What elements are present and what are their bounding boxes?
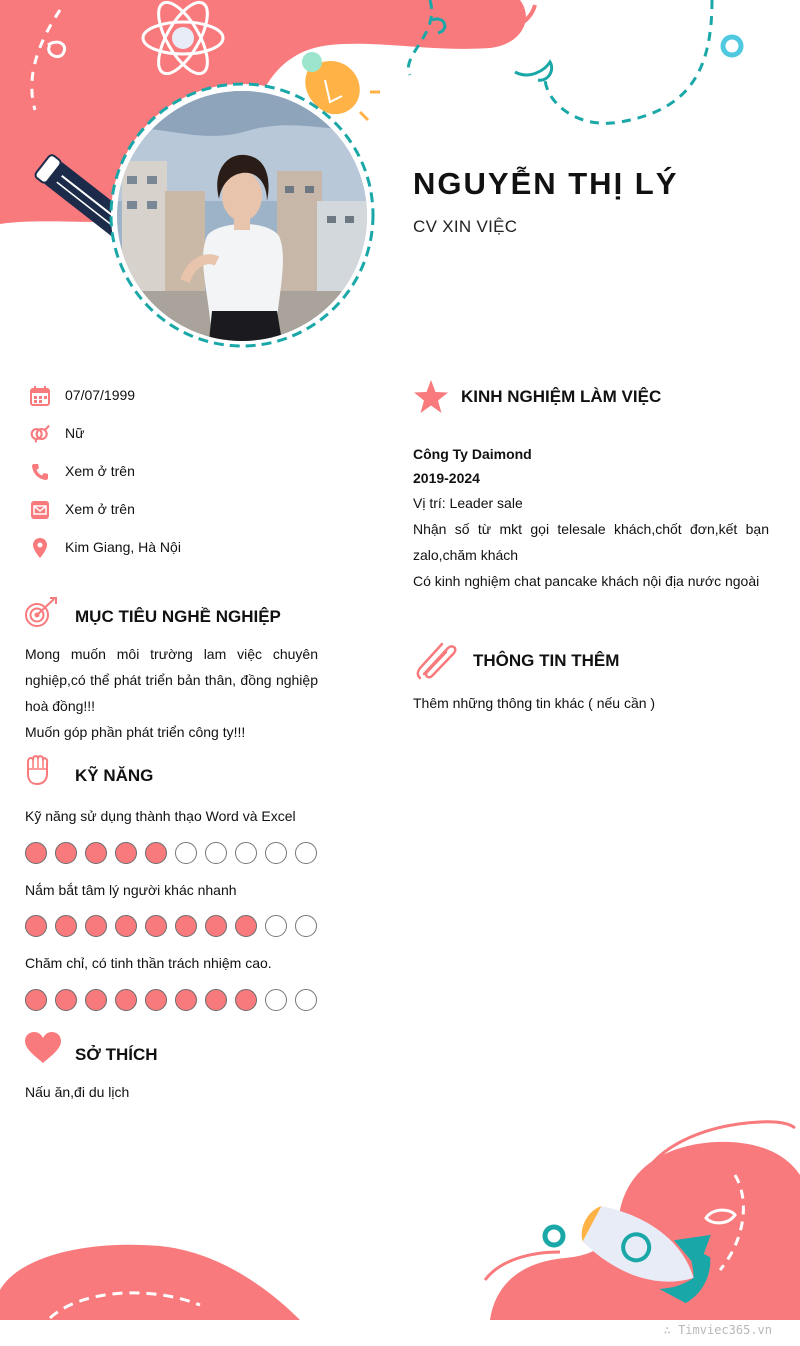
hobbies-text: Nấu ăn,đi du lịch [25, 1084, 130, 1100]
phone-text: Xem ở trên [65, 463, 135, 479]
rating-dot-filled [25, 842, 47, 864]
target-icon [24, 596, 58, 630]
skills-title: KỸ NĂNG [75, 766, 154, 785]
rating-dot-filled [85, 915, 107, 937]
rating-dot-filled [145, 842, 167, 864]
rating-dot-filled [205, 915, 227, 937]
birthdate-text: 07/07/1999 [65, 387, 136, 403]
additional-title: THÔNG TIN THÊM [473, 651, 620, 670]
skill-label: Chăm chỉ, có tinh thần trách nhiệm cao. [25, 955, 272, 971]
fist-icon [25, 754, 49, 786]
contact-birthdate [30, 384, 136, 408]
work-description: Nhận số từ mkt gọi telesale khách,chốt đơn,kết bạn zalo,chăm khách [413, 521, 769, 563]
contact-email [30, 498, 135, 522]
skill-rating [25, 989, 317, 1011]
rating-dot-filled [55, 842, 77, 864]
watermark: ∴ Timviec365.vn [663, 1323, 772, 1337]
location-pin-icon [30, 538, 50, 558]
hobbies-title: SỞ THÍCH [75, 1045, 158, 1064]
gender-icon [30, 424, 50, 444]
mail-icon [30, 500, 50, 520]
contact-gender [30, 422, 85, 446]
gender-text: Nữ [65, 425, 85, 441]
company-name: Công Ty Daimond [413, 446, 532, 462]
rating-dot-filled [25, 915, 47, 937]
skill-label: Nắm bắt tâm lý người khác nhanh [25, 882, 237, 898]
skill-rating [25, 842, 317, 864]
work-description-2: Có kinh nghiệm chat pancake khách nội địa nước ngoài [413, 573, 760, 589]
rating-dot-empty [265, 842, 287, 864]
cv-subtitle: CV XIN VIỆC [413, 217, 518, 236]
contact-address [30, 536, 181, 560]
rating-dot-filled [85, 842, 107, 864]
rating-dot-empty [265, 989, 287, 1011]
rating-dot-filled [175, 989, 197, 1011]
rating-dot-filled [115, 989, 137, 1011]
skill-label: Kỹ năng sử dụng thành thạo Word và Excel [25, 808, 296, 824]
rating-dot-filled [115, 842, 137, 864]
star-icon [413, 380, 449, 414]
additional-text: Thêm những thông tin khác ( nếu cần ) [413, 695, 656, 711]
rating-dot-filled [145, 915, 167, 937]
full-name: NGUYỄN THỊ LÝ [413, 166, 679, 201]
paperclip-icon [416, 640, 460, 680]
contact-phone [30, 460, 135, 484]
heart-icon [25, 1032, 61, 1064]
rating-dot-filled [145, 989, 167, 1011]
rating-dot-empty [295, 989, 317, 1011]
rating-dot-empty [205, 842, 227, 864]
rating-dot-empty [295, 915, 317, 937]
experience-title: KINH NGHIỆM LÀM VIỆC [461, 387, 662, 406]
rating-dot-filled [55, 989, 77, 1011]
rating-dot-filled [55, 915, 77, 937]
rating-dot-filled [85, 989, 107, 1011]
calendar-icon [30, 386, 50, 406]
rating-dot-filled [25, 989, 47, 1011]
rating-dot-filled [235, 915, 257, 937]
rating-dot-empty [235, 842, 257, 864]
objective-text-2: Muốn góp phần phát triển công ty!!! [25, 724, 246, 740]
rating-dot-filled [115, 915, 137, 937]
rating-dot-filled [175, 915, 197, 937]
rating-dot-empty [295, 842, 317, 864]
rating-dot-filled [205, 989, 227, 1011]
skill-rating [25, 915, 317, 937]
email-text: Xem ở trên [65, 501, 135, 517]
objective-text: Mong muốn môi trường lam việc chuyên nghiệp,có thể phát triển bản thân, đồng nghiệp hoà đồng!!! [25, 646, 318, 714]
objective-title: MỤC TIÊU NGHỀ NGHIỆP [75, 607, 281, 626]
rating-dot-empty [265, 915, 287, 937]
work-position: Vị trí: Leader sale [413, 495, 523, 511]
phone-icon [30, 462, 50, 482]
work-period: 2019-2024 [413, 470, 480, 486]
profile-photo [117, 91, 367, 341]
address-text: Kim Giang, Hà Nội [65, 539, 181, 555]
rating-dot-filled [235, 989, 257, 1011]
rating-dot-empty [175, 842, 197, 864]
